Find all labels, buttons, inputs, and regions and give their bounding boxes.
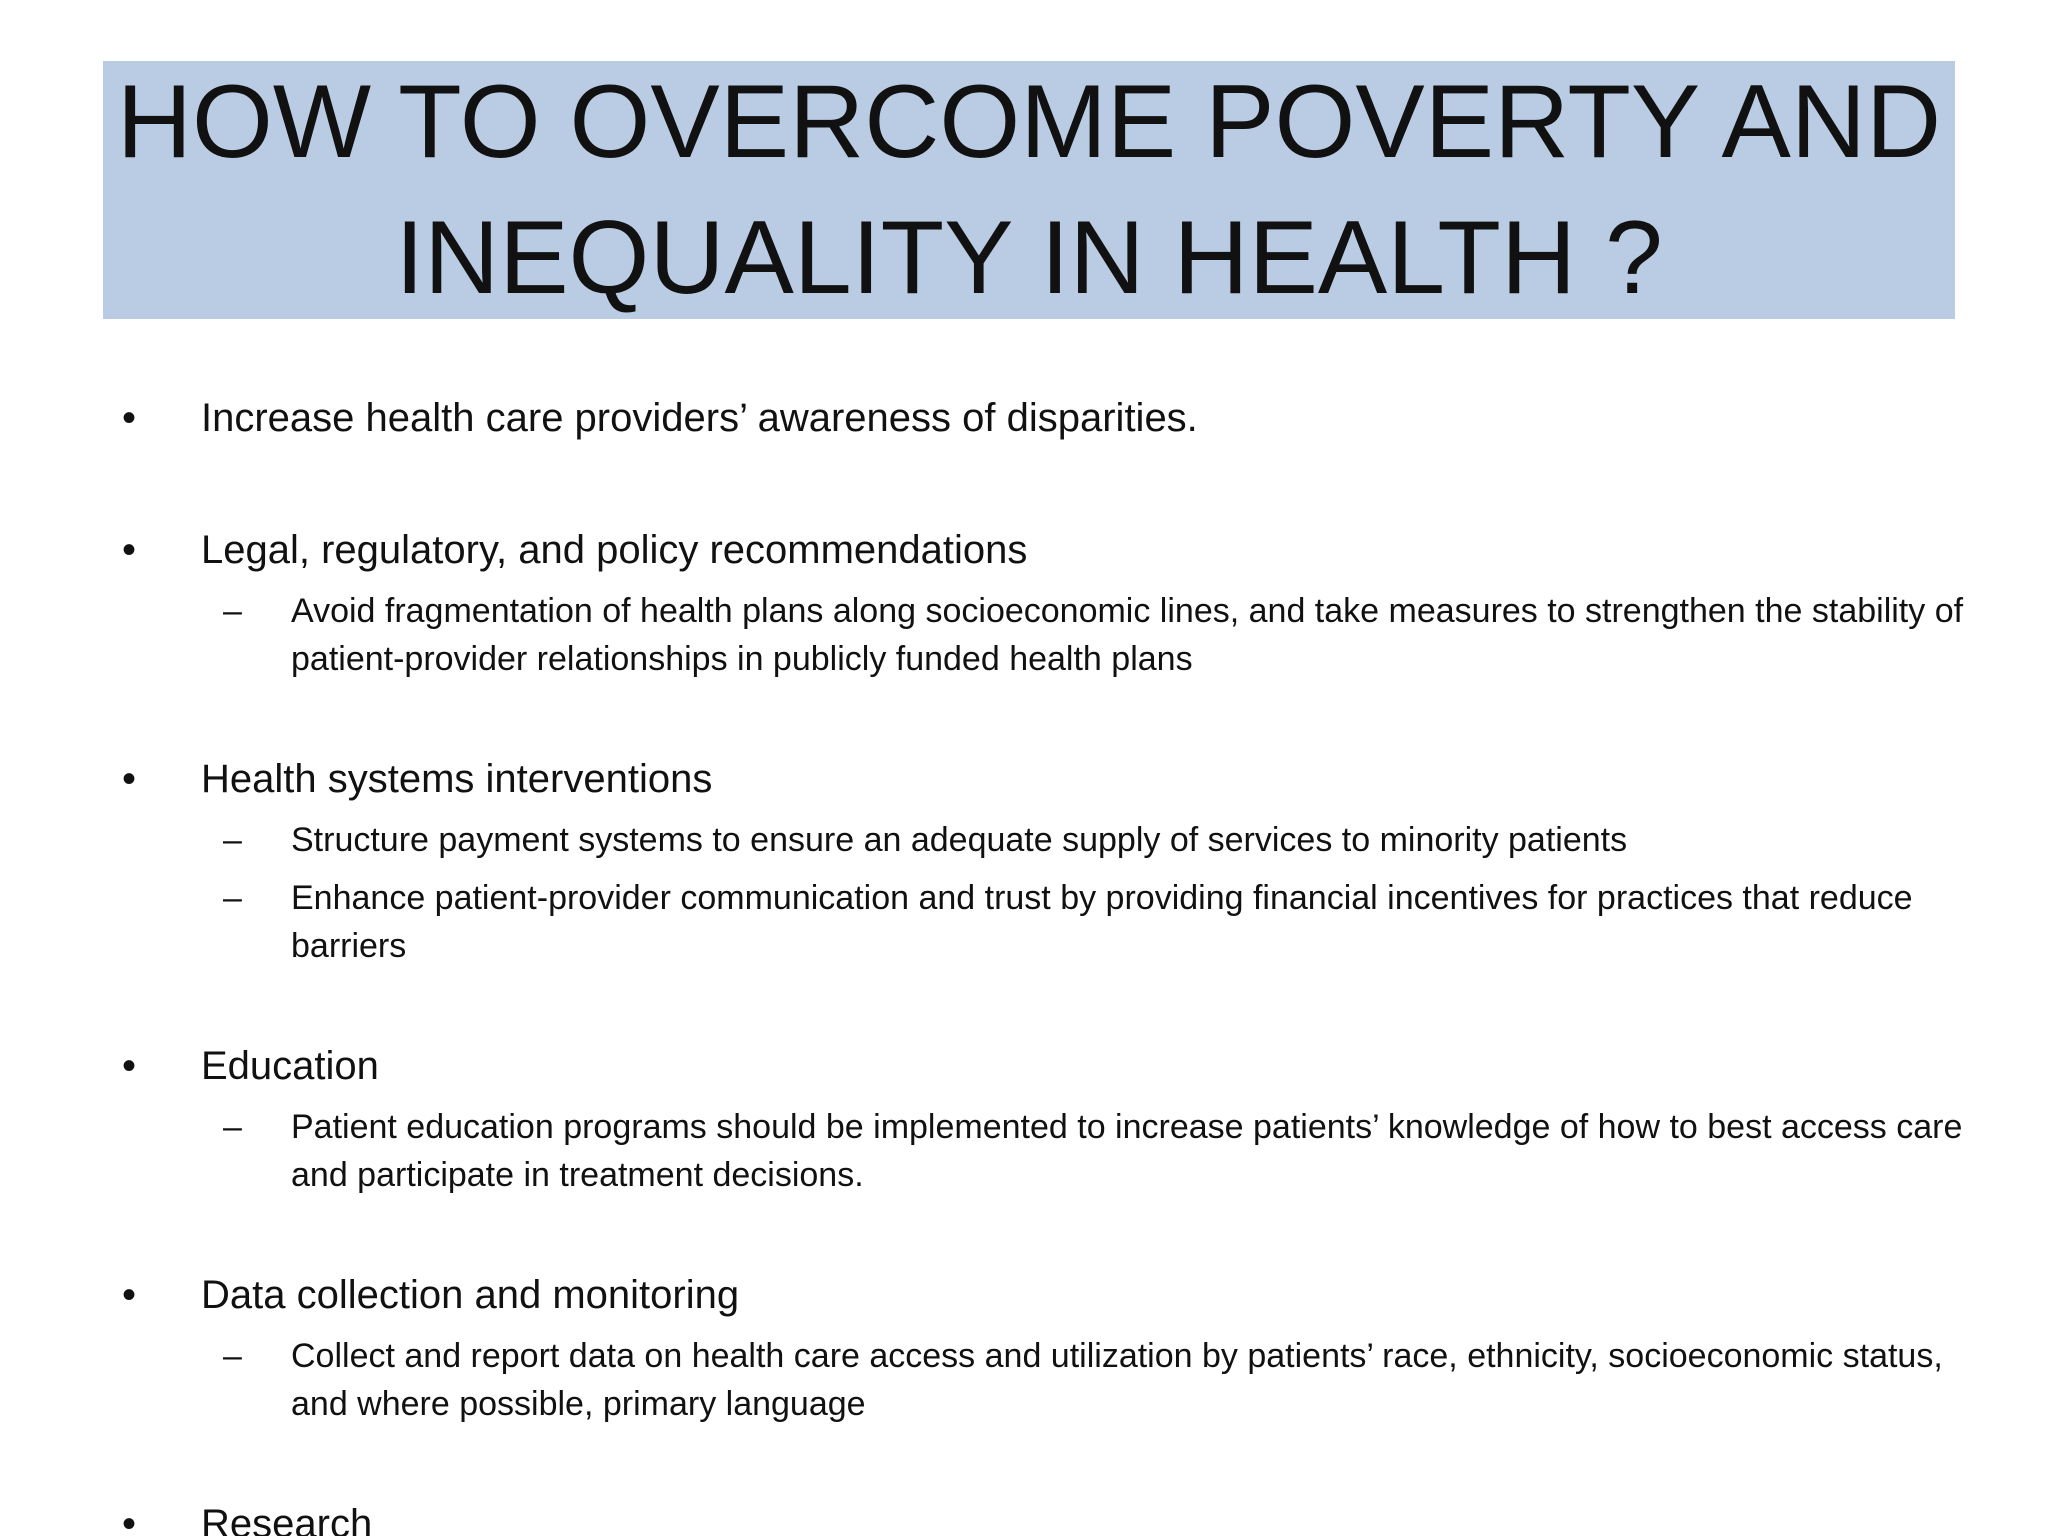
bullet-text: Research: [201, 1502, 373, 1536]
sub-bullet-marker: –: [223, 1337, 242, 1375]
sub-bullet-marker: –: [223, 592, 242, 630]
bullet-text: Education: [201, 1044, 379, 1088]
bullet-text: Increase health care providers’ awareness of disparities.: [201, 396, 1198, 440]
bullet-marker: •: [122, 1502, 137, 1536]
bullet-marker: •: [122, 528, 137, 572]
bullet-text: Health systems interventions: [201, 757, 713, 801]
sub-bullet-marker: –: [223, 879, 242, 917]
bullet-marker: •: [122, 396, 137, 440]
bullet-text: Legal, regulatory, and policy recommendations: [201, 528, 1028, 572]
sub-bullet-text: Collect and report data on health care access and utilization by patients’ race, ethnicity, socioeconomic status, and where possible, primary language: [291, 1337, 1943, 1423]
sub-bullet-text: Enhance patient-provider communication and trust by providing financial incentives for practices that reduce barriers: [291, 879, 1913, 965]
sub-bullet-marker: –: [223, 1108, 242, 1146]
bullet-marker: •: [122, 1044, 137, 1088]
bullet-marker: •: [122, 1273, 137, 1317]
sub-bullet-marker: –: [223, 821, 242, 859]
sub-bullet-text: Patient education programs should be implemented to increase patients’ knowledge of how to best access care and participate in treatment decisions.: [291, 1108, 1963, 1194]
bullet-text: Data collection and monitoring: [201, 1273, 740, 1317]
sub-bullet-text: Avoid fragmentation of health plans along socioeconomic lines, and take measures to strengthen the stability of patient-provider relationships in publicly funded health plans: [291, 592, 1964, 678]
sub-bullet-text: Structure payment systems to ensure an adequate supply of services to minority patients: [291, 821, 1628, 859]
slide-title: HOW TO OVERCOME POVERTY AND INEQUALITY IN HEALTH ?: [116, 64, 1942, 316]
bullet-marker: •: [122, 757, 137, 801]
